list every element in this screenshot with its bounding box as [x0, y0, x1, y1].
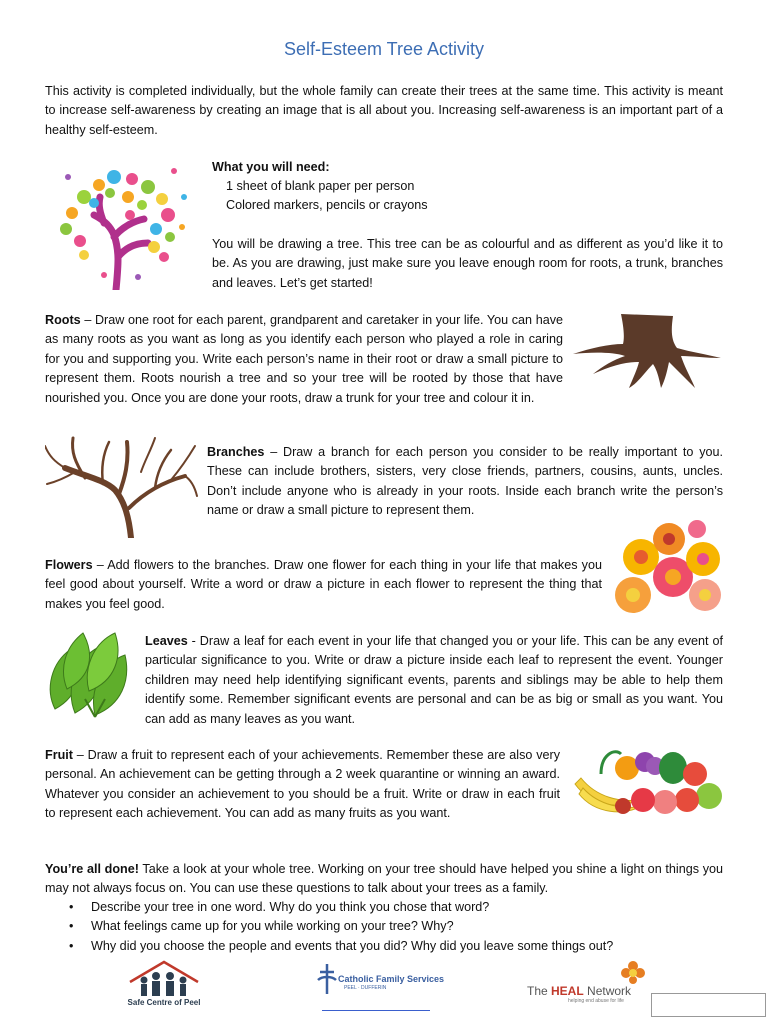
roots-stump-image — [573, 312, 723, 390]
link-underline — [322, 1010, 430, 1011]
branches-section — [207, 443, 723, 521]
leaves-text: - Draw a leaf for each event in your life that changed you or your life. This can be any event of particular significance to you. Write or draw a picture inside each leaf to represent the event. Younger children may need help identifying significant events, parents and siblings may be able to help them identify some. Remember significant events are personal and can be as big or small as you want. You can add as many leaves as you want. — [145, 634, 723, 726]
done-section — [45, 860, 723, 899]
heal-network: Network — [583, 984, 632, 998]
list-item: • What feelings came up for you while working on your tree? Why? — [69, 919, 454, 934]
fruit-label: Fruit — [45, 748, 73, 762]
cfs-name: Catholic Family Services — [338, 974, 445, 984]
need-item: Colored markers, pencils or crayons — [226, 198, 428, 212]
flowers-text: – Add flowers to the branches. Draw one flower for each thing in your life that makes you feel good about yourself. Write a word or draw a picture in each flower to represent the thing that makes you feel good. — [45, 558, 602, 611]
roots-text: – Draw one root for each parent, grandparent and caretaker in your life. You can have as many roots as you want as long as you identify each person who played a role in caring for you and supporting you. Write each person’s name in their root or draw a small picture to represent them. Roots nourish a tree and so your tree will be rooted by those that have nourished you. Once you are done your roots, draw a trunk for your tree and colour it in. — [45, 313, 563, 405]
question-list — [45, 898, 723, 956]
cfs-sub: PEEL · DUFFERIN — [344, 985, 387, 991]
question-text: Describe your tree in one word. Why do you think you chose that word? — [91, 900, 490, 914]
question-text: What feelings came up for you while working on your tree? Why? — [91, 919, 454, 934]
bare-branches-image — [45, 432, 198, 538]
colorful-tree-image — [44, 157, 201, 290]
fruit-basket-image — [571, 744, 723, 818]
heal-tagline: helping end abuse for life — [568, 998, 624, 1004]
need-item: 1 sheet of blank paper per person — [226, 179, 415, 193]
done-label: You’re all done! — [45, 862, 139, 876]
heal-logo-text — [527, 983, 631, 999]
leaves-section — [145, 632, 723, 729]
empty-text-box — [651, 993, 766, 1017]
done-text: Take a look at your whole tree. Working on your tree should have helped you shine a light on things you may not always focus on. You can use these questions to talk about your trees as a family. — [45, 862, 723, 896]
heal-the: The — [527, 984, 552, 998]
fruit-text: – Draw a fruit to represent each of your achievements. Remember these are also very personal. An achievement can be getting through a 2 week quarantine or winning an award. Whatever you consider an achievement to you should be a fruit. Write or draw in each fruit to represent each achievement. You can add as many fruits as you want. — [45, 748, 560, 821]
heal-bold: HEAL — [551, 984, 584, 998]
roots-section — [45, 311, 563, 408]
flowers-label: Flowers — [45, 558, 93, 572]
roots-label: Roots — [45, 313, 81, 327]
leaves-label: Leaves — [145, 634, 188, 648]
page-title: Self-Esteem Tree Activity — [283, 39, 485, 59]
intro-paragraph: This activity is completed individually, but the whole family can create their trees at the same time. This activity is meant to increase self-awareness by creating an image that is all about you. Increasing self-awareness is an important part of a healthy self-esteem. — [45, 84, 723, 137]
cfs-logo-mark — [316, 962, 338, 996]
green-leaves-image — [45, 629, 135, 719]
fruit-section — [45, 746, 560, 824]
question-text: Why did you choose the people and events that you did? Why did you leave some things out? — [91, 938, 614, 953]
list-item: • Why did you choose the people and events that you did? Why did you leave some things out? — [69, 938, 614, 953]
branches-label: Branches — [207, 445, 265, 459]
drawing-paragraph: You will be drawing a tree. This tree can be as colourful and as different as you’d like it to be. As you are drawing, just make sure you leave enough room for roots, a trunk, branches and leaves. Let’s get started! — [212, 237, 723, 290]
flowers-section — [45, 556, 602, 614]
branches-text: – Draw a branch for each person you consider to be really important to you. These can include brothers, sisters, very close friends, partners, cousins, aunts, uncles. Don’t include anyone who is already in your roots. Inside each branch write the person’s name or draw a small picture to represent them. — [207, 445, 723, 518]
need-heading: What you will need: — [212, 160, 330, 174]
safe-centre-name: Safe Centre of Peel — [127, 998, 201, 1007]
list-item: • Describe your tree in one word. Why do you think you chose that word? — [69, 900, 490, 914]
flowers-image — [611, 519, 723, 615]
